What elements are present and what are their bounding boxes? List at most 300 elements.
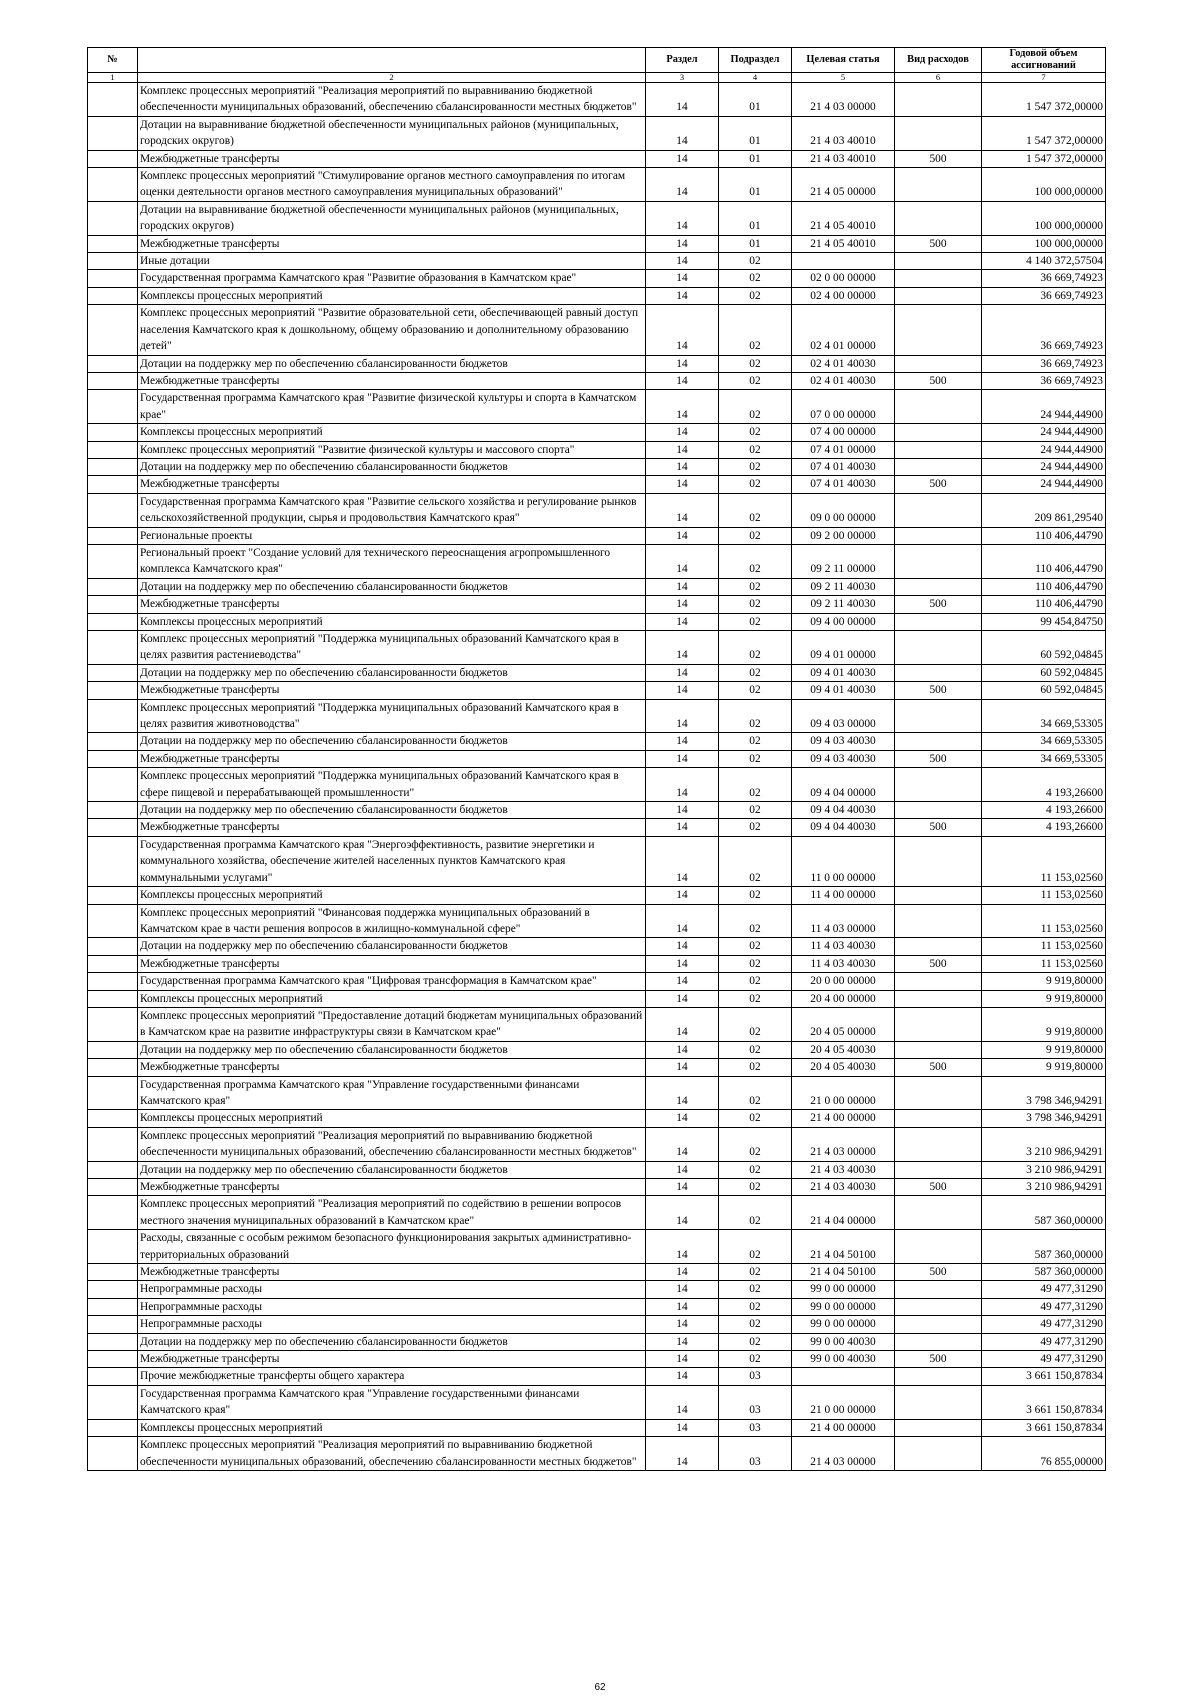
row-target-article-cell: 20 4 05 40030 <box>792 1059 895 1076</box>
row-name-cell: Дотации на поддержку мер по обеспечению сбалансированности бюджетов <box>138 355 646 372</box>
table-row <box>88 1179 1106 1196</box>
row-expense-type-cell <box>895 441 982 458</box>
row-name-cell: Межбюджетные трансферты <box>138 1059 646 1076</box>
row-section-cell: 14 <box>646 1437 719 1471</box>
row-amount-cell: 49 477,31290 <box>982 1316 1106 1333</box>
row-name-cell: Межбюджетные трансферты <box>138 819 646 836</box>
row-name-cell: Дотации на выравнивание бюджетной обеспеченности муниципальных районов (муниципальных, городских округов) <box>138 201 646 235</box>
row-section-cell: 14 <box>646 372 719 389</box>
row-number-cell <box>88 201 138 235</box>
row-amount-cell: 100 000,00000 <box>982 168 1106 202</box>
table-row <box>88 372 1106 389</box>
table-row <box>88 1230 1106 1264</box>
row-amount-cell: 11 153,02560 <box>982 955 1106 972</box>
row-target-article-cell: 02 4 01 00000 <box>792 305 895 355</box>
row-number-cell <box>88 887 138 904</box>
row-target-article-cell: 21 4 04 50100 <box>792 1230 895 1264</box>
row-name-cell: Межбюджетные трансферты <box>138 476 646 493</box>
row-target-article-cell: 21 4 03 00000 <box>792 1437 895 1471</box>
table-row <box>88 596 1106 613</box>
row-amount-cell: 9 919,80000 <box>982 1007 1106 1041</box>
row-expense-type-cell <box>895 699 982 733</box>
row-number-cell <box>88 750 138 767</box>
row-target-article-cell: 99 0 00 00000 <box>792 1298 895 1315</box>
row-name-cell: Дотации на выравнивание бюджетной обеспеченности муниципальных районов (муниципальных, городских округов) <box>138 116 646 150</box>
row-amount-cell: 49 477,31290 <box>982 1281 1106 1298</box>
row-number-cell <box>88 424 138 441</box>
row-expense-type-cell <box>895 168 982 202</box>
row-number-cell <box>88 578 138 595</box>
row-subsection-cell: 02 <box>719 476 792 493</box>
table-row <box>88 441 1106 458</box>
row-number-cell <box>88 938 138 955</box>
row-number-cell <box>88 1351 138 1368</box>
row-section-cell: 14 <box>646 1264 719 1281</box>
row-target-article-cell: 09 4 03 40030 <box>792 750 895 767</box>
row-number-cell <box>88 1179 138 1196</box>
row-subsection-cell: 02 <box>719 631 792 665</box>
row-subsection-cell: 02 <box>719 802 792 819</box>
row-target-article-cell: 11 4 03 40030 <box>792 955 895 972</box>
table-row <box>88 664 1106 681</box>
table-row <box>88 990 1106 1007</box>
row-section-cell: 14 <box>646 1298 719 1315</box>
row-name-cell: Межбюджетные трансферты <box>138 1264 646 1281</box>
table-row <box>88 1264 1106 1281</box>
row-amount-cell: 3 661 150,87834 <box>982 1368 1106 1385</box>
row-section-cell: 14 <box>646 1059 719 1076</box>
row-expense-type-cell <box>895 578 982 595</box>
row-name-cell: Комплексы процессных мероприятий <box>138 1110 646 1127</box>
row-number-cell <box>88 1076 138 1110</box>
row-number-cell <box>88 270 138 287</box>
row-expense-type-cell: 500 <box>895 1059 982 1076</box>
row-number-cell <box>88 836 138 886</box>
row-section-cell: 14 <box>646 613 719 630</box>
row-number-cell <box>88 253 138 270</box>
table-row <box>88 476 1106 493</box>
row-section-cell: 14 <box>646 1179 719 1196</box>
row-subsection-cell: 01 <box>719 168 792 202</box>
row-target-article-cell: 07 4 00 00000 <box>792 424 895 441</box>
row-expense-type-cell <box>895 990 982 1007</box>
row-target-article-cell: 20 4 00 00000 <box>792 990 895 1007</box>
row-subsection-cell: 02 <box>719 458 792 475</box>
row-section-cell: 14 <box>646 1385 719 1419</box>
row-section-cell: 14 <box>646 1041 719 1058</box>
row-target-article-cell: 09 4 01 00000 <box>792 631 895 665</box>
row-subsection-cell: 02 <box>719 305 792 355</box>
table-row <box>88 1196 1106 1230</box>
row-section-cell: 14 <box>646 750 719 767</box>
table-row <box>88 631 1106 665</box>
table-row <box>88 116 1106 150</box>
row-target-article-cell <box>792 253 895 270</box>
row-name-cell: Комплекс процессных мероприятий "Поддержка муниципальных образований Камчатского края в сфере пищевой и перерабатывающей промышленности" <box>138 768 646 802</box>
row-amount-cell: 60 592,04845 <box>982 664 1106 681</box>
row-section-cell: 14 <box>646 83 719 117</box>
row-expense-type-cell: 500 <box>895 235 982 252</box>
row-name-cell: Комплекс процессных мероприятий "Реализация мероприятий по выравниванию бюджетной обеспеченности муниципальных образований, обеспечению сбалансированности местных бюджетов" <box>138 1437 646 1471</box>
table-row <box>88 1419 1106 1436</box>
row-subsection-cell: 02 <box>719 836 792 886</box>
row-number-cell <box>88 372 138 389</box>
row-subsection-cell: 02 <box>719 1298 792 1315</box>
row-subsection-cell: 02 <box>719 527 792 544</box>
row-target-article-cell: 09 4 00 00000 <box>792 613 895 630</box>
row-name-cell: Региональные проекты <box>138 527 646 544</box>
row-name-cell: Комплекс процессных мероприятий "Реализация мероприятий по выравниванию бюджетной обеспеченности муниципальных образований, обеспечению сбалансированности местных бюджетов" <box>138 83 646 117</box>
row-number-cell <box>88 1264 138 1281</box>
row-target-article-cell: 02 0 00 00000 <box>792 270 895 287</box>
row-subsection-cell: 03 <box>719 1437 792 1471</box>
row-section-cell: 14 <box>646 476 719 493</box>
header-name <box>138 48 646 73</box>
row-expense-type-cell: 500 <box>895 596 982 613</box>
row-section-cell: 14 <box>646 1333 719 1350</box>
row-number-cell <box>88 527 138 544</box>
row-name-cell: Дотации на поддержку мер по обеспечению сбалансированности бюджетов <box>138 1161 646 1178</box>
row-section-cell: 14 <box>646 938 719 955</box>
row-amount-cell: 110 406,44790 <box>982 527 1106 544</box>
row-name-cell: Дотации на поддержку мер по обеспечению сбалансированности бюджетов <box>138 1333 646 1350</box>
row-subsection-cell: 02 <box>719 390 792 424</box>
table-row <box>88 904 1106 938</box>
row-subsection-cell: 02 <box>719 1076 792 1110</box>
row-subsection-cell: 01 <box>719 235 792 252</box>
row-subsection-cell: 02 <box>719 938 792 955</box>
row-amount-cell: 99 454,84750 <box>982 613 1106 630</box>
row-expense-type-cell <box>895 887 982 904</box>
row-number-cell <box>88 1437 138 1471</box>
row-subsection-cell: 02 <box>719 699 792 733</box>
row-subsection-cell: 02 <box>719 1351 792 1368</box>
table-row <box>88 493 1106 527</box>
row-expense-type-cell <box>895 768 982 802</box>
row-name-cell: Комплекс процессных мероприятий "Развитие физической культуры и массового спорта" <box>138 441 646 458</box>
table-row <box>88 1316 1106 1333</box>
row-amount-cell: 49 477,31290 <box>982 1298 1106 1315</box>
row-amount-cell: 3 210 986,94291 <box>982 1127 1106 1161</box>
row-subsection-cell: 01 <box>719 201 792 235</box>
row-subsection-cell: 02 <box>719 1333 792 1350</box>
row-section-cell: 14 <box>646 1351 719 1368</box>
row-target-article-cell: 20 4 05 00000 <box>792 1007 895 1041</box>
row-target-article-cell: 21 4 04 00000 <box>792 1196 895 1230</box>
row-target-article-cell: 21 0 00 00000 <box>792 1385 895 1419</box>
row-section-cell: 14 <box>646 1316 719 1333</box>
row-expense-type-cell: 500 <box>895 476 982 493</box>
row-target-article-cell: 21 4 03 40010 <box>792 116 895 150</box>
row-amount-cell: 4 193,26600 <box>982 802 1106 819</box>
row-target-article-cell: 09 4 03 00000 <box>792 699 895 733</box>
row-expense-type-cell <box>895 1333 982 1350</box>
row-number-cell <box>88 150 138 167</box>
table-row <box>88 733 1106 750</box>
row-amount-cell: 36 669,74923 <box>982 287 1106 304</box>
row-name-cell: Комплекс процессных мероприятий "Развитие образовательной сети, обеспечивающей равный доступ населения Камчатского края к дошкольному, общему образованию и дополнительному образованию детей" <box>138 305 646 355</box>
row-amount-cell: 1 547 372,00000 <box>982 83 1106 117</box>
row-number-cell <box>88 699 138 733</box>
row-number-cell <box>88 168 138 202</box>
row-name-cell: Дотации на поддержку мер по обеспечению сбалансированности бюджетов <box>138 733 646 750</box>
row-amount-cell: 1 547 372,00000 <box>982 116 1106 150</box>
row-subsection-cell: 02 <box>719 1161 792 1178</box>
row-name-cell: Государственная программа Камчатского края "Энергоэффективность, развитие энергетики и коммунального хозяйства, обеспечение жителей населенных пунктов Камчатского края коммунальными услугами" <box>138 836 646 886</box>
row-amount-cell: 24 944,44900 <box>982 458 1106 475</box>
row-name-cell: Комплекс процессных мероприятий "Реализация мероприятий по выравниванию бюджетной обеспеченности муниципальных образований, обеспечению сбалансированности местных бюджетов" <box>138 1127 646 1161</box>
row-expense-type-cell <box>895 1127 982 1161</box>
row-number-cell <box>88 733 138 750</box>
row-section-cell: 14 <box>646 819 719 836</box>
row-expense-type-cell <box>895 904 982 938</box>
row-name-cell: Межбюджетные трансферты <box>138 372 646 389</box>
row-number-cell <box>88 1281 138 1298</box>
row-number-cell <box>88 476 138 493</box>
row-name-cell: Государственная программа Камчатского края "Цифровая трансформация в Камчатском крае" <box>138 973 646 990</box>
row-expense-type-cell <box>895 458 982 475</box>
row-section-cell: 14 <box>646 235 719 252</box>
row-amount-cell: 36 669,74923 <box>982 305 1106 355</box>
row-expense-type-cell <box>895 836 982 886</box>
row-target-article-cell: 11 4 03 00000 <box>792 904 895 938</box>
row-expense-type-cell <box>895 493 982 527</box>
row-section-cell: 14 <box>646 887 719 904</box>
row-subsection-cell: 02 <box>719 750 792 767</box>
row-target-article-cell: 21 4 03 40030 <box>792 1161 895 1178</box>
row-section-cell: 14 <box>646 287 719 304</box>
table-row <box>88 424 1106 441</box>
row-amount-cell: 49 477,31290 <box>982 1333 1106 1350</box>
row-subsection-cell: 02 <box>719 424 792 441</box>
page-number: 62 <box>594 1682 606 1693</box>
row-subsection-cell: 02 <box>719 372 792 389</box>
row-expense-type-cell <box>895 390 982 424</box>
table-row <box>88 168 1106 202</box>
row-subsection-cell: 02 <box>719 1230 792 1264</box>
row-name-cell: Комплексы процессных мероприятий <box>138 424 646 441</box>
table-row <box>88 1333 1106 1350</box>
row-name-cell: Дотации на поддержку мер по обеспечению сбалансированности бюджетов <box>138 938 646 955</box>
row-target-article-cell: 11 0 00 00000 <box>792 836 895 886</box>
table-row <box>88 1007 1106 1041</box>
row-subsection-cell: 02 <box>719 1110 792 1127</box>
header-subsection: Подраздел <box>719 48 792 73</box>
row-section-cell: 14 <box>646 1368 719 1385</box>
table-row <box>88 1368 1106 1385</box>
row-subsection-cell: 02 <box>719 1264 792 1281</box>
table-row <box>88 150 1106 167</box>
row-amount-cell: 9 919,80000 <box>982 990 1106 1007</box>
row-target-article-cell: 09 2 00 00000 <box>792 527 895 544</box>
column-number: 2 <box>138 73 646 83</box>
row-number-cell <box>88 235 138 252</box>
row-name-cell: Государственная программа Камчатского края "Развитие физической культуры и спорта в Камчатском крае" <box>138 390 646 424</box>
row-section-cell: 14 <box>646 424 719 441</box>
row-amount-cell: 34 669,53305 <box>982 750 1106 767</box>
row-section-cell: 14 <box>646 1161 719 1178</box>
row-target-article-cell: 21 4 05 40010 <box>792 235 895 252</box>
row-target-article-cell: 11 4 00 00000 <box>792 887 895 904</box>
row-target-article-cell: 09 4 04 40030 <box>792 819 895 836</box>
row-amount-cell: 36 669,74923 <box>982 372 1106 389</box>
row-section-cell: 14 <box>646 1007 719 1041</box>
row-number-cell <box>88 1419 138 1436</box>
row-expense-type-cell <box>895 613 982 630</box>
row-number-cell <box>88 664 138 681</box>
row-expense-type-cell <box>895 1110 982 1127</box>
row-target-article-cell: 21 4 03 00000 <box>792 83 895 117</box>
row-expense-type-cell <box>895 973 982 990</box>
table-row <box>88 613 1106 630</box>
table-row <box>88 1161 1106 1178</box>
row-expense-type-cell <box>895 664 982 681</box>
row-expense-type-cell <box>895 527 982 544</box>
table-row <box>88 819 1106 836</box>
row-number-cell <box>88 1041 138 1058</box>
row-section-cell: 14 <box>646 168 719 202</box>
row-subsection-cell: 02 <box>719 904 792 938</box>
row-section-cell: 14 <box>646 1196 719 1230</box>
row-section-cell: 14 <box>646 1281 719 1298</box>
row-section-cell: 14 <box>646 990 719 1007</box>
row-amount-cell: 9 919,80000 <box>982 1059 1106 1076</box>
row-subsection-cell: 01 <box>719 116 792 150</box>
row-section-cell: 14 <box>646 733 719 750</box>
row-expense-type-cell: 500 <box>895 1179 982 1196</box>
row-number-cell <box>88 1196 138 1230</box>
row-amount-cell: 11 153,02560 <box>982 887 1106 904</box>
row-amount-cell: 9 919,80000 <box>982 973 1106 990</box>
table-header-row <box>88 48 1106 73</box>
row-expense-type-cell <box>895 1281 982 1298</box>
row-amount-cell: 4 193,26600 <box>982 768 1106 802</box>
row-expense-type-cell <box>895 83 982 117</box>
row-name-cell: Комплексы процессных мероприятий <box>138 990 646 1007</box>
row-amount-cell: 587 360,00000 <box>982 1264 1106 1281</box>
row-expense-type-cell <box>895 270 982 287</box>
table-row <box>88 836 1106 886</box>
row-target-article-cell: 02 4 00 00000 <box>792 287 895 304</box>
row-name-cell: Комплексы процессных мероприятий <box>138 1419 646 1436</box>
row-section-cell: 14 <box>646 150 719 167</box>
row-amount-cell: 110 406,44790 <box>982 578 1106 595</box>
row-amount-cell: 110 406,44790 <box>982 544 1106 578</box>
table-body <box>88 83 1106 1471</box>
table-row <box>88 235 1106 252</box>
row-section-cell: 14 <box>646 1110 719 1127</box>
table-row <box>88 750 1106 767</box>
row-target-article-cell: 20 4 05 40030 <box>792 1041 895 1058</box>
row-name-cell: Межбюджетные трансферты <box>138 955 646 972</box>
budget-table-sheet <box>87 47 1105 1471</box>
header-number: № <box>88 48 138 73</box>
row-name-cell: Межбюджетные трансферты <box>138 682 646 699</box>
row-subsection-cell: 03 <box>719 1368 792 1385</box>
row-target-article-cell: 99 0 00 40030 <box>792 1351 895 1368</box>
table-row <box>88 355 1106 372</box>
row-expense-type-cell <box>895 1298 982 1315</box>
row-expense-type-cell <box>895 287 982 304</box>
row-amount-cell: 11 153,02560 <box>982 836 1106 886</box>
row-amount-cell: 209 861,29540 <box>982 493 1106 527</box>
row-target-article-cell: 09 4 01 40030 <box>792 664 895 681</box>
row-name-cell: Комплекс процессных мероприятий "Реализация мероприятий по содействию в решении вопросов местного значения муниципальных образований в Камчатском крае" <box>138 1196 646 1230</box>
column-number-row <box>88 73 1106 83</box>
table-row <box>88 1041 1106 1058</box>
row-subsection-cell: 02 <box>719 1281 792 1298</box>
row-amount-cell: 24 944,44900 <box>982 424 1106 441</box>
row-number-cell <box>88 1007 138 1041</box>
row-name-cell: Комплекс процессных мероприятий "Поддержка муниципальных образований Камчатского края в целях развития животноводства" <box>138 699 646 733</box>
row-expense-type-cell <box>895 631 982 665</box>
table-row <box>88 83 1106 117</box>
row-number-cell <box>88 441 138 458</box>
row-name-cell: Комплексы процессных мероприятий <box>138 287 646 304</box>
row-target-article-cell: 99 0 00 40030 <box>792 1333 895 1350</box>
row-name-cell: Непрограммные расходы <box>138 1298 646 1315</box>
budget-table <box>87 47 1106 1471</box>
row-section-cell: 14 <box>646 390 719 424</box>
row-number-cell <box>88 819 138 836</box>
row-name-cell: Иные дотации <box>138 253 646 270</box>
row-amount-cell: 60 592,04845 <box>982 682 1106 699</box>
row-section-cell: 14 <box>646 253 719 270</box>
row-section-cell: 14 <box>646 973 719 990</box>
row-target-article-cell: 09 4 01 40030 <box>792 682 895 699</box>
row-number-cell <box>88 390 138 424</box>
row-name-cell: Комплекс процессных мероприятий "Предоставление дотаций бюджетам муниципальных образований в Камчатском крае на развитие инфраструктуры связи в Камчатском крае" <box>138 1007 646 1041</box>
row-target-article-cell: 99 0 00 00000 <box>792 1281 895 1298</box>
row-amount-cell: 110 406,44790 <box>982 596 1106 613</box>
row-section-cell: 14 <box>646 544 719 578</box>
row-amount-cell: 24 944,44900 <box>982 390 1106 424</box>
row-amount-cell: 36 669,74923 <box>982 355 1106 372</box>
table-row <box>88 1298 1106 1315</box>
row-target-article-cell: 21 4 05 40010 <box>792 201 895 235</box>
row-number-cell <box>88 1127 138 1161</box>
row-section-cell: 14 <box>646 1127 719 1161</box>
header-annual-amount: Годовой объем ассигнований <box>982 48 1106 73</box>
row-target-article-cell <box>792 1368 895 1385</box>
row-number-cell <box>88 1298 138 1315</box>
row-expense-type-cell: 500 <box>895 372 982 389</box>
row-amount-cell: 24 944,44900 <box>982 441 1106 458</box>
row-section-cell: 14 <box>646 527 719 544</box>
row-number-cell <box>88 1368 138 1385</box>
row-name-cell: Непрограммные расходы <box>138 1316 646 1333</box>
row-name-cell: Дотации на поддержку мер по обеспечению сбалансированности бюджетов <box>138 578 646 595</box>
row-name-cell: Региональный проект "Создание условий для технического переоснащения агропромышленного комплекса Камчатского края" <box>138 544 646 578</box>
row-name-cell: Дотации на поддержку мер по обеспечению сбалансированности бюджетов <box>138 802 646 819</box>
row-subsection-cell: 03 <box>719 1419 792 1436</box>
row-name-cell: Дотации на поддержку мер по обеспечению сбалансированности бюджетов <box>138 1041 646 1058</box>
table-row <box>88 390 1106 424</box>
row-number-cell <box>88 305 138 355</box>
table-row <box>88 1076 1106 1110</box>
row-target-article-cell: 02 4 01 40030 <box>792 372 895 389</box>
row-amount-cell: 3 798 346,94291 <box>982 1110 1106 1127</box>
column-number: 5 <box>792 73 895 83</box>
row-target-article-cell: 21 4 00 00000 <box>792 1419 895 1436</box>
row-subsection-cell: 02 <box>719 253 792 270</box>
row-subsection-cell: 02 <box>719 682 792 699</box>
column-number: 1 <box>88 73 138 83</box>
row-expense-type-cell <box>895 544 982 578</box>
row-name-cell: Государственная программа Камчатского края "Управление государственными финансами Камчатского края" <box>138 1076 646 1110</box>
table-row <box>88 1437 1106 1471</box>
row-amount-cell: 100 000,00000 <box>982 201 1106 235</box>
